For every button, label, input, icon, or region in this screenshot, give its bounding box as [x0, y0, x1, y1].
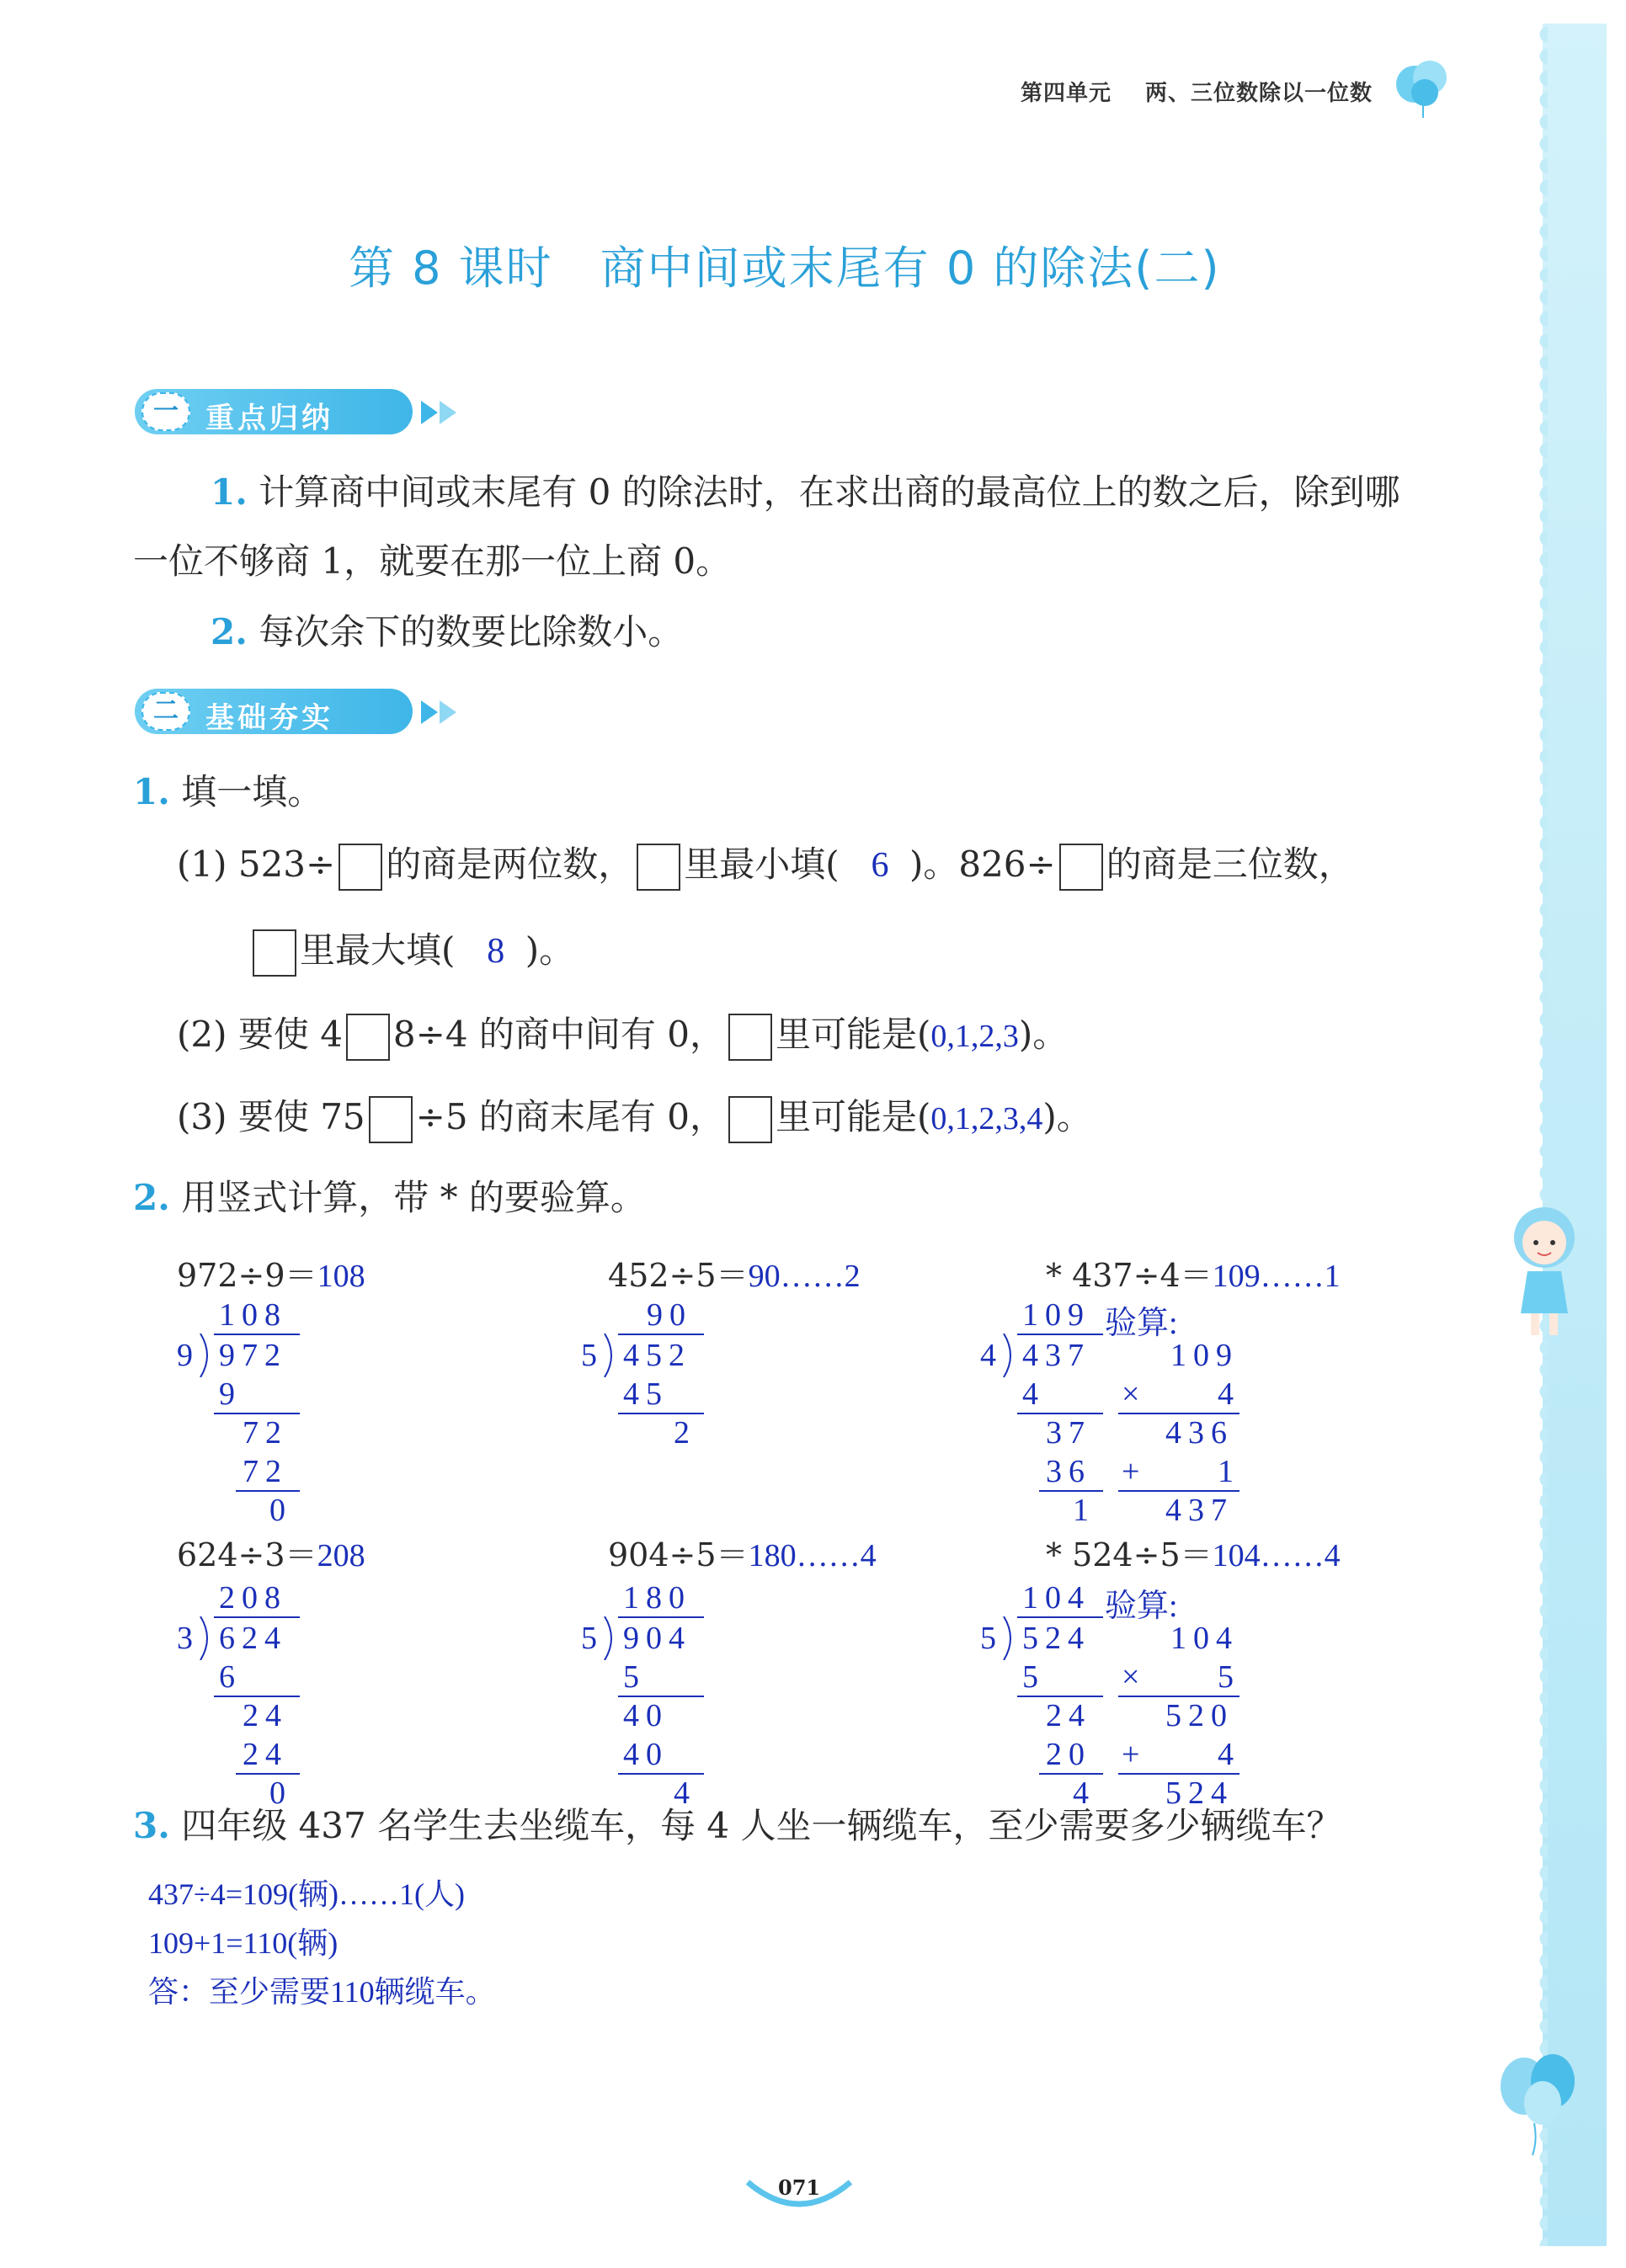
calc-expression: * 524÷5＝104……4	[1046, 1536, 1341, 1573]
answer-1-3: 0,1,2,3,4	[930, 1101, 1043, 1137]
key-point-1-line-1: 1. 计算商中间或末尾有 0 的除法时，在求出商的最高位上的数之后，除到哪	[211, 471, 1400, 513]
question-3-title: 3. 四年级 437 名学生去坐缆车，每 4 人坐一辆缆车，至少需要多少辆缆车？	[133, 1805, 1342, 1846]
calc-expression: 452÷5＝90……2	[608, 1257, 861, 1294]
section-label: 基础夯实	[205, 701, 333, 735]
girl-cartoon-icon	[1502, 1201, 1586, 1344]
question-2-title: 2. 用竖式计算，带 * 的要验算。	[133, 1177, 646, 1218]
header-topic: 两、三位数除以一位数	[1145, 81, 1373, 106]
calc-expression: 624÷3＝208	[177, 1536, 365, 1573]
answer-1-2: 0,1,2,3	[930, 1019, 1019, 1054]
balloon-icon	[1389, 52, 1457, 120]
blank-box[interactable]	[1059, 844, 1103, 891]
answer-1-1-a: 6	[871, 846, 889, 885]
key-point-2: 2. 每次余下的数要比除数小。	[211, 611, 684, 652]
page-number: 071	[778, 2175, 821, 2200]
question-3-answer: 答：至少需要110辆缆车。	[148, 1975, 496, 2009]
question-1-3: (3) 要使 75 ÷5 的商末尾有 0， 里可能是(0,1,2,3,4)。	[177, 1096, 1092, 1143]
blank-box[interactable]	[369, 1096, 413, 1143]
blank-box[interactable]	[253, 929, 296, 977]
section-number: 一	[141, 392, 190, 431]
calc-expression: * 437÷4＝109……1	[1046, 1257, 1341, 1294]
section-tag-key-points	[135, 389, 413, 434]
question-1-title: 1. 填一填。	[133, 771, 323, 812]
blank-box[interactable]	[637, 844, 680, 891]
double-arrow-icon	[421, 399, 466, 426]
page-edge-decoration	[1543, 24, 1607, 2246]
question-3-work-2: 109+1=110(辆)	[148, 1926, 339, 1960]
calc-expression: 904÷5＝180……4	[608, 1536, 877, 1573]
question-1-1-line-2: 里最大填( 8 )。	[249, 929, 574, 977]
page-edge-scallop	[1531, 24, 1548, 2246]
question-3-work-1: 437÷4=109(辆)……1(人)	[148, 1877, 466, 1911]
section-tag-basics	[135, 689, 413, 734]
key-point-1-line-2: 一位不够商 1，就要在那一位上商 0。	[133, 540, 732, 582]
question-1-1-line-1: (1) 523÷ 的商是两位数， 里最小填( 6 )。826÷ 的商是三位数，	[177, 844, 1354, 891]
verify-label: 验算:	[1105, 1306, 1178, 1341]
verify-label: 验算:	[1105, 1589, 1178, 1624]
blank-box[interactable]	[728, 1014, 772, 1061]
balloons-icon	[1490, 2047, 1591, 2157]
section-label: 重点归纳	[205, 402, 333, 435]
double-arrow-icon	[421, 699, 466, 726]
question-1-2: (2) 要使 4 8÷4 的商中间有 0， 里可能是(0,1,2,3)。	[177, 1014, 1068, 1061]
header-unit: 第四单元	[1021, 81, 1112, 106]
blank-box[interactable]	[728, 1096, 772, 1143]
answer-1-1-b: 8	[487, 932, 505, 971]
page-title: 第 8 课时 商中间或末尾有 0 的除法(二)	[349, 242, 1221, 295]
section-number: 二	[141, 692, 190, 731]
blank-box[interactable]	[339, 844, 382, 891]
blank-box[interactable]	[346, 1014, 390, 1061]
calc-expression: 972÷9＝108	[177, 1257, 365, 1294]
